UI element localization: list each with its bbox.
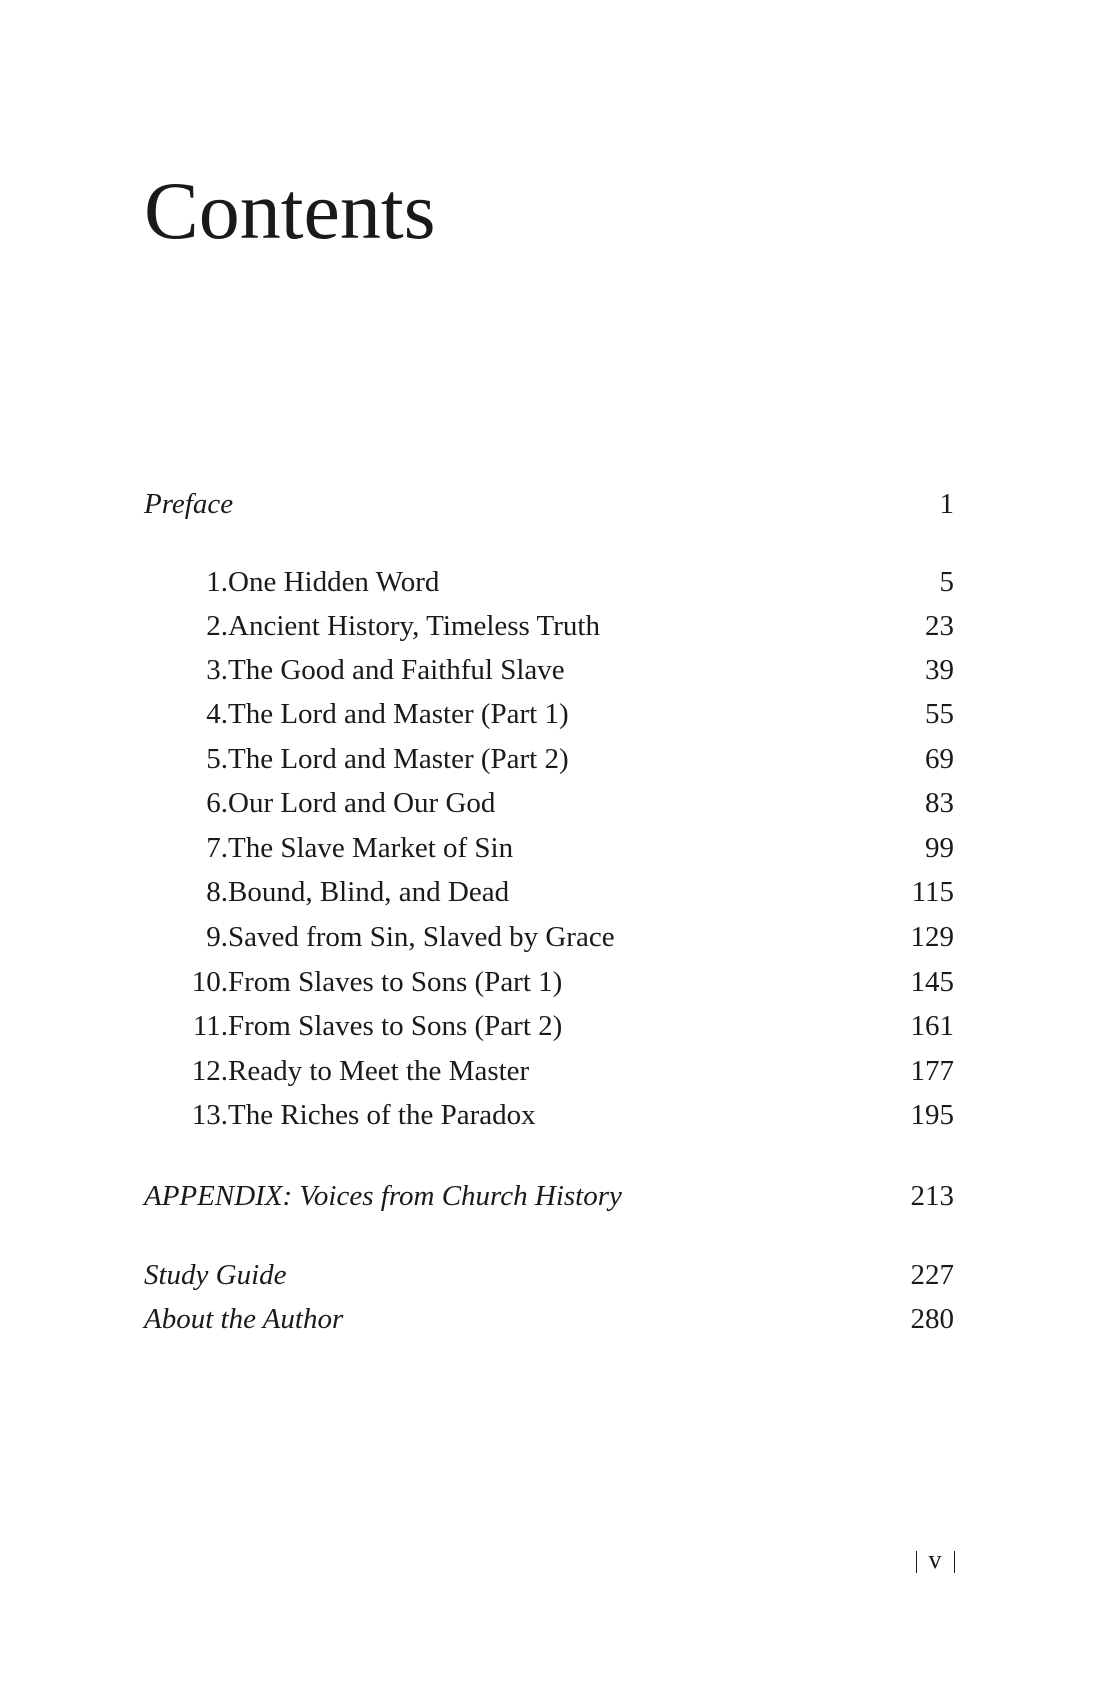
- toc-chapter-5[interactable]: [144, 737, 954, 781]
- chapter-title: Ready to Meet the Master: [228, 1055, 530, 1087]
- toc-entry-study-guide[interactable]: [144, 1253, 954, 1297]
- chapter-number: 12.: [191, 1055, 228, 1087]
- chapter-page: 145: [910, 966, 954, 998]
- chapter-title: The Good and Faithful Slave: [228, 654, 565, 686]
- chapter-number: 2.: [206, 610, 228, 642]
- chapter-page: 5: [939, 566, 954, 598]
- toc-entry-label: About the Author: [144, 1303, 344, 1335]
- chapter-page: 195: [910, 1099, 954, 1131]
- chapter-number: 5.: [206, 743, 228, 775]
- toc-chapter-3[interactable]: [144, 648, 954, 692]
- chapter-page: 129: [910, 921, 954, 953]
- chapter-number: 3.: [206, 654, 228, 686]
- chapter-number: 11.: [192, 1010, 228, 1042]
- chapter-number: 10.: [191, 966, 228, 998]
- chapter-title: The Lord and Master (Part 1): [228, 698, 569, 730]
- toc-chapter-2[interactable]: [144, 604, 954, 648]
- toc-chapter-4[interactable]: [144, 692, 954, 736]
- folio-left-rule: [916, 1551, 917, 1573]
- chapter-page: 115: [911, 876, 954, 908]
- toc-entry-page: 1: [939, 488, 954, 520]
- chapter-title: Ancient History, Timeless Truth: [228, 610, 600, 642]
- chapter-page: 23: [925, 610, 954, 642]
- chapter-number: 4.: [206, 698, 228, 730]
- toc-entry-label: Study Guide: [144, 1259, 287, 1291]
- toc-entry-page: 280: [910, 1303, 954, 1335]
- page-folio: [900, 1545, 970, 1575]
- chapter-title: From Slaves to Sons (Part 2): [228, 1010, 563, 1042]
- toc-chapter-13[interactable]: [144, 1093, 954, 1137]
- toc-chapter-8[interactable]: [144, 870, 954, 914]
- chapter-title: From Slaves to Sons (Part 1): [228, 966, 563, 998]
- toc-chapter-11[interactable]: [144, 1004, 954, 1048]
- chapter-number: 1.: [206, 566, 228, 598]
- toc-chapter-1[interactable]: [144, 560, 954, 604]
- toc-entry-label: Preface: [144, 488, 234, 520]
- chapter-title: The Slave Market of Sin: [228, 832, 514, 864]
- toc-chapter-6[interactable]: [144, 781, 954, 825]
- chapter-page: 83: [925, 787, 954, 819]
- folio-right-rule: [954, 1551, 955, 1573]
- page-title: Contents: [144, 165, 436, 256]
- chapter-number: 6.: [206, 787, 228, 819]
- chapter-page: 99: [925, 832, 954, 864]
- toc-chapter-7[interactable]: [144, 826, 954, 870]
- toc-entry-appendix[interactable]: [144, 1174, 954, 1218]
- chapter-number: 7.: [206, 832, 228, 864]
- toc-entry-label: APPENDIX: Voices from Church History: [144, 1180, 622, 1212]
- toc-chapter-12[interactable]: [144, 1049, 954, 1093]
- chapter-title: The Riches of the Paradox: [228, 1099, 536, 1131]
- chapter-title: One Hidden Word: [228, 566, 440, 598]
- chapter-title: Our Lord and Our God: [228, 787, 496, 819]
- folio-number: v: [928, 1545, 942, 1574]
- chapter-title: The Lord and Master (Part 2): [228, 743, 569, 775]
- toc-entry-page: 213: [910, 1180, 954, 1212]
- toc-chapter-9[interactable]: [144, 915, 954, 959]
- chapter-page: 161: [910, 1010, 954, 1042]
- toc-entry-page: 227: [910, 1259, 954, 1291]
- chapter-number: 8.: [206, 876, 228, 908]
- chapter-page: 177: [910, 1055, 954, 1087]
- toc-entry-preface[interactable]: [144, 482, 954, 526]
- chapter-number: 13.: [191, 1099, 228, 1131]
- chapter-page: 69: [925, 743, 954, 775]
- toc-entry-about-author[interactable]: [144, 1297, 954, 1341]
- chapter-page: 39: [925, 654, 954, 686]
- chapter-number: 9.: [206, 921, 228, 953]
- toc-chapter-10[interactable]: [144, 960, 954, 1004]
- chapter-title: Bound, Blind, and Dead: [228, 876, 510, 908]
- chapter-page: 55: [925, 698, 954, 730]
- chapter-title: Saved from Sin, Slaved by Grace: [228, 921, 615, 953]
